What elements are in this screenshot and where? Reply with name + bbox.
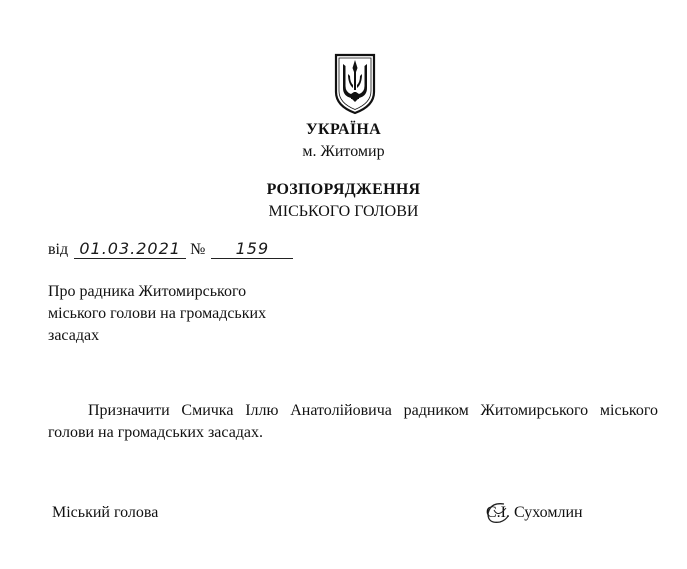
subject-line: міського голови на громадських (48, 305, 267, 322)
country-title: УКРАЇНА (306, 121, 381, 138)
city-name: м. Житомир (302, 143, 385, 160)
document-issuer: МІСЬКОГО ГОЛОВИ (268, 203, 419, 220)
number-value: 159 (211, 240, 293, 259)
subject-line: засадах (48, 327, 100, 344)
date-number-line (48, 240, 293, 264)
handwritten-signature (484, 498, 514, 528)
date-value: 01.03.2021 (74, 240, 186, 259)
signer-name: С.І. Сухомлин (486, 504, 583, 521)
subject-heading (48, 281, 308, 347)
trident-coat-of-arms-icon (333, 52, 377, 116)
signer-title: Міський голова (52, 504, 159, 521)
subject-line: Про радника Житомирського (48, 283, 247, 300)
document-type: РОЗПОРЯДЖЕННЯ (266, 181, 421, 198)
number-label: № (190, 241, 206, 258)
order-body: Призначити Смичка Іллю Анатолійовича радником Житомирського міського голови на громадських засадах. (48, 402, 658, 441)
date-label: від (48, 241, 69, 258)
